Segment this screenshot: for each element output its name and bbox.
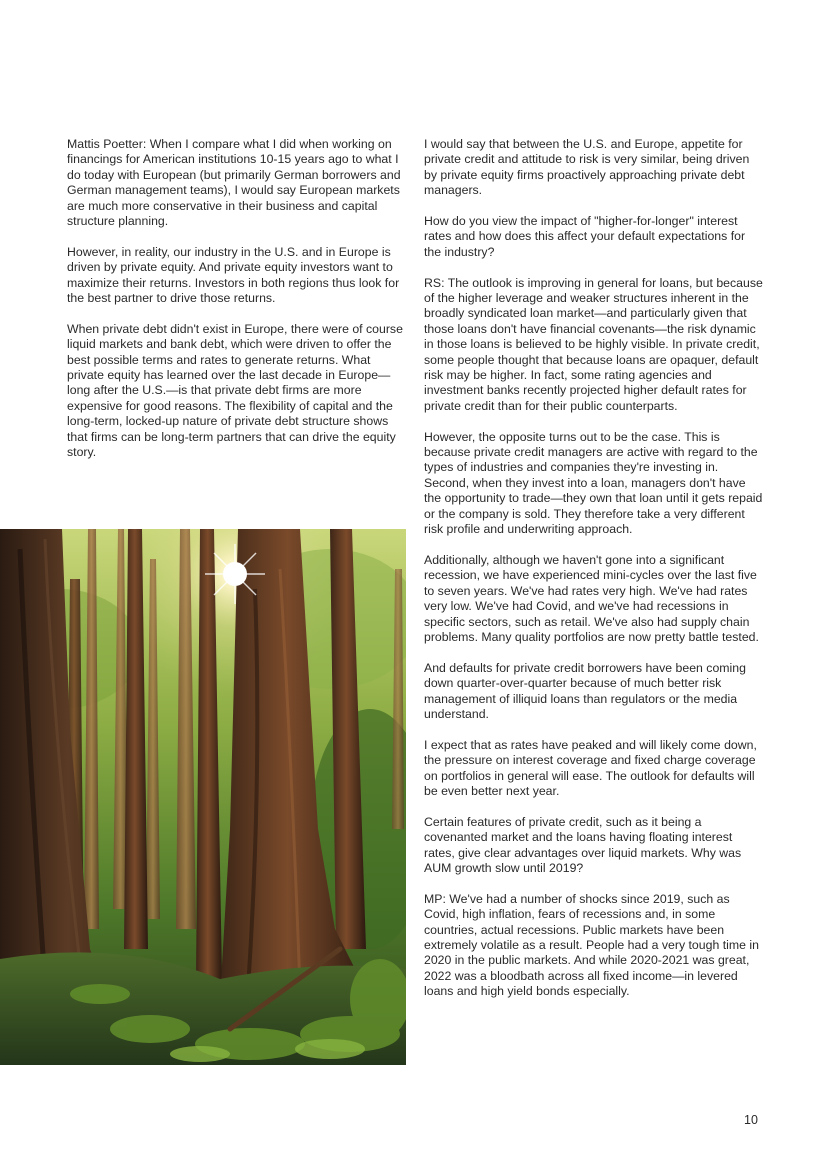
paragraph: When private debt didn't exist in Europe, there were of course liquid markets and bank debt, which were driven to offer the best possible terms and rates to generate returns. What private equity has learned over the last decade in Europe—long after the U.S.—is that private debt firms are more expensive for good reasons. The flexibility of capital and the long-term, locked-up nature of private debt structure shows that firms can be long-term partners that can drive the equity story. (67, 321, 403, 460)
right-text-column (424, 137, 764, 1015)
paragraph: Mattis Poetter: When I compare what I did when working on financings for American institutions 10-15 years ago to what I do today with European (but primarily German borrowers and German management teams), I would say European markets are much more conservative in their business and capital structure planning. (67, 137, 401, 229)
paragraph: RS: The outlook is improving in general for loans, but because of the higher leverage and weaker structures inherent in the broadly syndicated loan market—and particularly given that those loans don't have financial covenants—the risk dynamic in those loans is believed to be highly visible. In private credit, some people thought that because loans are opaquer, default risk may be higher. In fact, some rating agencies and investment banks recently projected higher default rates for private credit than for their public counterparts. (424, 275, 763, 413)
paragraph: And defaults for private credit borrowers have been coming down quarter-over-quarter because of much better risk management of illiquid loans than regulators or the media understand. (424, 660, 746, 721)
redwood-forest-photo (0, 529, 406, 1065)
page-number: 10 (744, 1113, 758, 1127)
interview-question: How do you view the impact of "higher-for-longer" interest rates and how does this affect your default expectations for the industry? (424, 214, 746, 259)
paragraph: I expect that as rates have peaked and will likely come down, the pressure on interest coverage and fixed charge coverage on portfolios in general will ease. The outlook for defaults will be even better next year. (424, 737, 757, 798)
paragraph: I would say that between the U.S. and Europe, appetite for private credit and attitude to risk is very similar, being driven by private equity firms proactively approaching private debt managers. (424, 137, 750, 198)
paragraph: MP: We've had a number of shocks since 2019, such as Covid, high inflation, fears of recessions and, in some countries, actual recessions. Public markets have been extremely volatile as a result. People had a very tough time in 2020 in the public markets. And while 2020-2021 was great, 2022 was a bloodbath across all fixed income—in levered loans and high yield bonds especially. (424, 891, 759, 999)
paragraph: However, the opposite turns out to be the case. This is because private credit managers are active with regard to the types of industries and companies they're investing in. Second, when they invest into a loan, managers don't have the opportunity to trade—they own that loan until it gets repaid or the company is sold. They therefore take a very different risk profile and underwriting approach. (424, 429, 763, 537)
paragraph: Certain features of private credit, such as it being a covenanted market and the loans having floating interest rates, give clear advantages over liquid markets. Why was AUM growth slow until 2019? (424, 814, 742, 875)
paragraph: Additionally, although we haven't gone into a significant recession, we have experienced mini-cycles over the last five to seven years. We've had rates very high. We've had rates very low. We've had Covid, and we've had recessions in specific sectors, such as retail. We've also had supply chain problems. Many quality portfolios are now pretty battle tested. (424, 552, 759, 644)
paragraph: However, in reality, our industry in the U.S. and in Europe is driven by private equity. And private equity investors want to maximize their returns. Investors in both regions thus look for the best partner to drive those returns. (67, 244, 400, 306)
left-text-column (67, 137, 407, 476)
